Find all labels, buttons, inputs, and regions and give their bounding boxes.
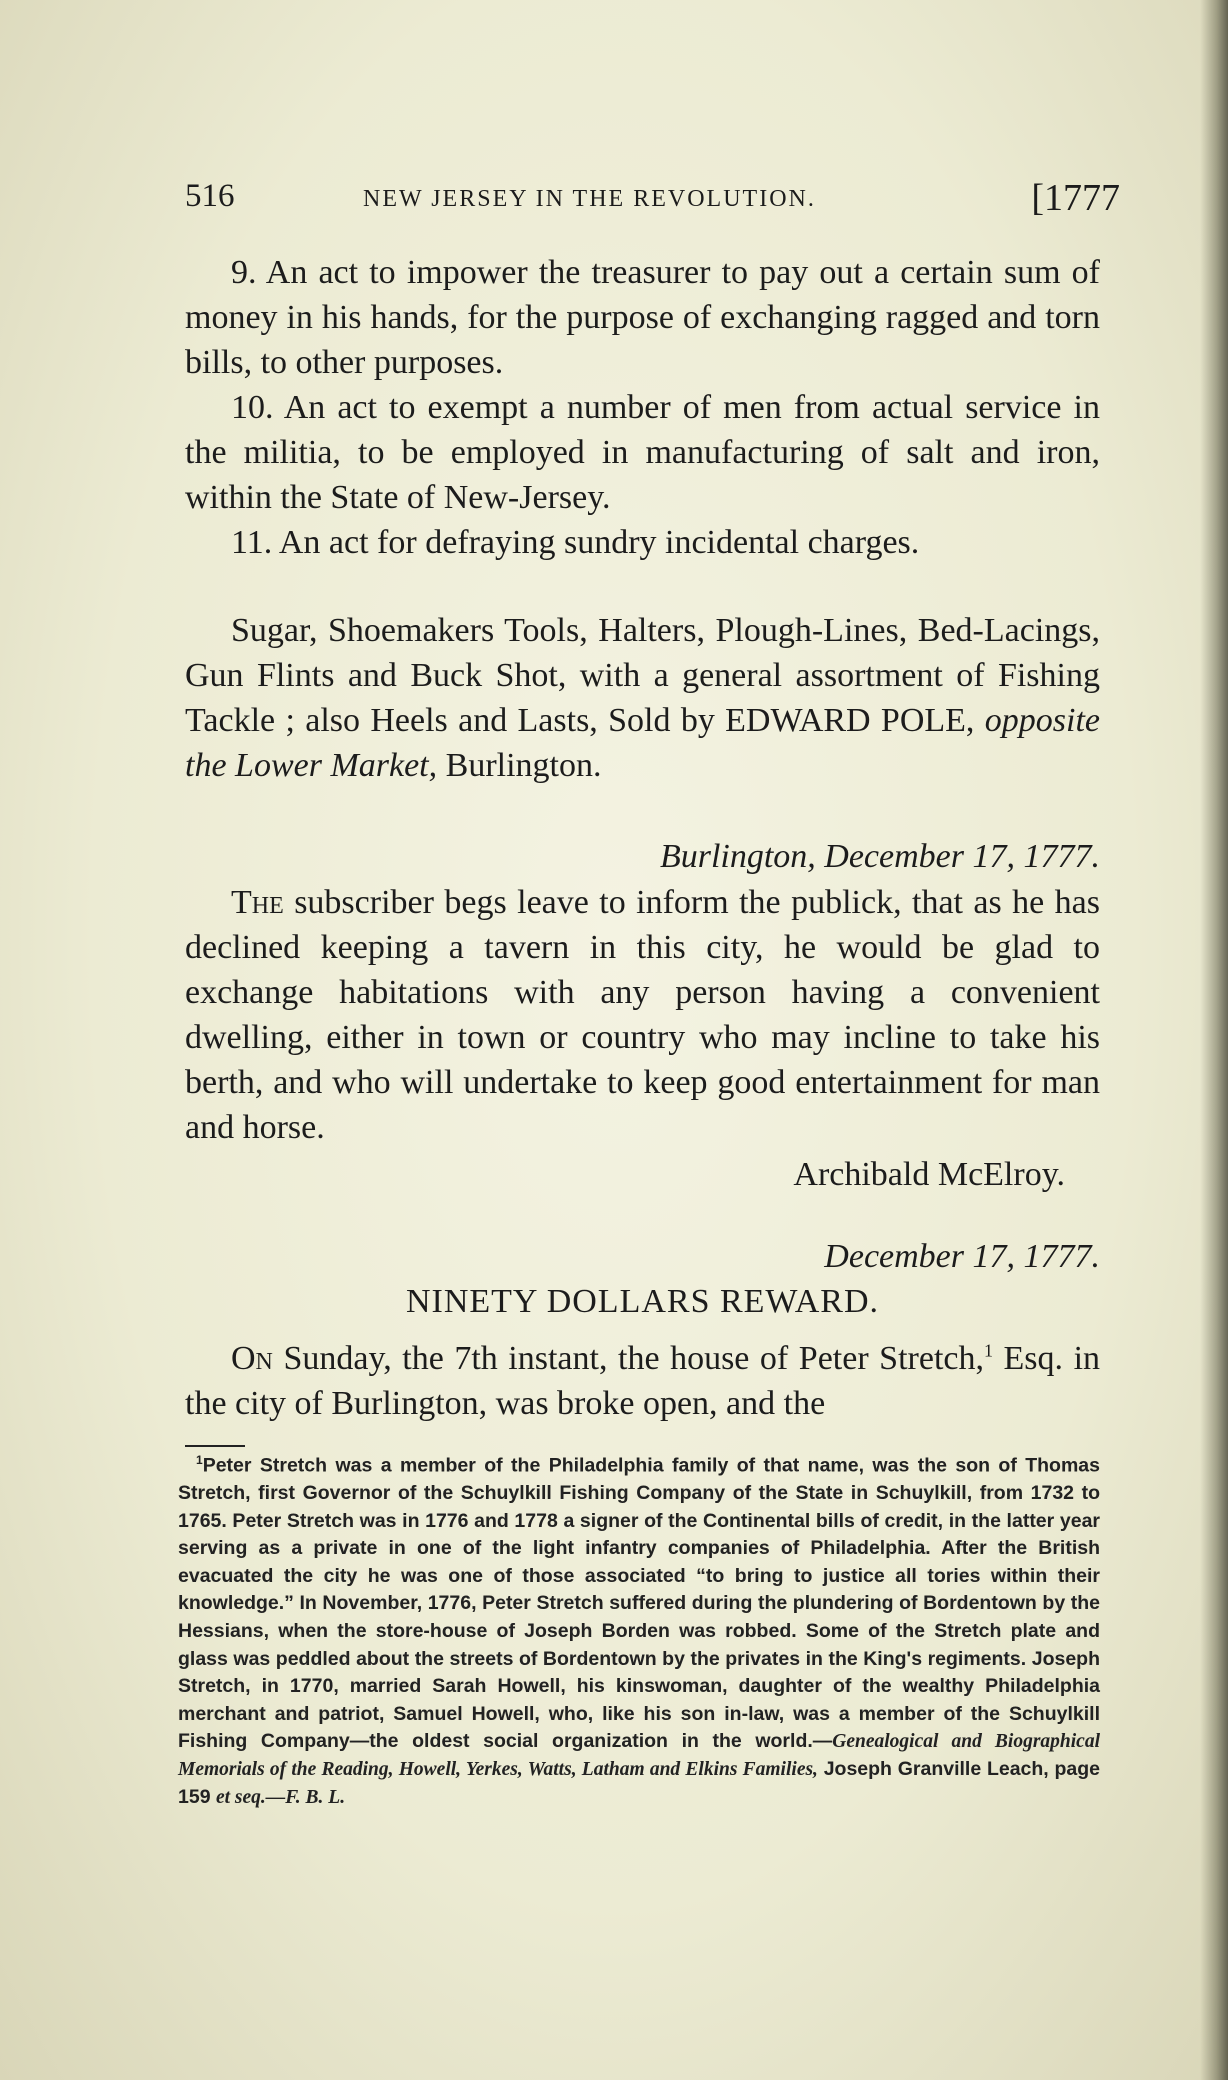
act-10: 10. An act to exempt a number of men from actual service in the militia, to be employed in manufacturing of salt and iron, within the State of New-Jersey. xyxy=(185,389,1100,516)
tavern-notice xyxy=(185,880,1100,1150)
reward-body-part2: Esq. in the city of Burlington, was broke open, and the xyxy=(185,1340,1101,1422)
advertisement-city: Burlington. xyxy=(445,747,602,784)
footnote-author: Joseph Granville Leach, page 159 xyxy=(178,1758,1100,1808)
footnote xyxy=(178,1447,1100,1811)
running-title: NEW JERSEY IN THE REVOLUTION. xyxy=(363,186,816,212)
notice-paragraph xyxy=(185,880,1100,1150)
reward-heading: NINETY DOLLARS REWARD. xyxy=(405,1283,880,1320)
notice-body: subscriber begs leave to inform the publick, that as he has declined keeping a tavern in this city, he would be glad to exchange habitations with any person having a convenient dwelling, either in town or country who may incline to take his berth, and who will undertake to keep good entertainment for man and horse. xyxy=(185,884,1101,1146)
reward-paragraph xyxy=(185,1336,1100,1426)
notice-dateline: Burlington, December 17, 1777. xyxy=(659,838,1100,875)
act-11: 11. An act for defraying sundry incidental charges. xyxy=(231,524,920,561)
header-year: [1777 xyxy=(1031,177,1120,219)
notice-signature: Archibald McElroy. xyxy=(793,1156,1065,1193)
page-edge-shadow xyxy=(1200,0,1228,2080)
footnote-initials: —F. B. L. xyxy=(265,1786,346,1808)
footnote-marker: 1 xyxy=(196,1453,203,1467)
footnote-text: Peter Stretch was a member of the Philadelphia family of that name, was the son of Thomas Stretch, first Governor of the Schuylkill Fishing Company of the State in Schuylkill, from 1732 to 1765. Peter Stretch was in 1776 and 1778 a signer of the Continental bills of credit, in the latter year serving as a private in one of the light infantry companies of Philadelphia. After the British evacuated the city he was one of those associated “to bring to justice all tories within their knowledge.” In November, 1776, Peter Stretch suffered during the plundering of Bordentown by the Hessians, when the store-house of Joseph Borden was robbed. Some of the Stretch plate and glass was peddled about the streets of Bordentown by the privates in the King's regiments. Joseph Stretch, in 1770, married Sarah Howell, his kinswoman, daughter of the wealthy Philadelphia merchant and patriot, Samuel Howell, who, like his son in-law, was a member of the Schuylkill Fishing Company—the oldest social organization in the world.— xyxy=(178,1454,1100,1753)
footnote-reference[interactable]: 1 xyxy=(983,1340,993,1361)
advertisement-text: Sugar, Shoemakers Tools, Halters, Plough-Lines, Bed-Lacings, Gun Flints and Buck Shot, with a general assortment of Fishing Tackle ; also Heels and Lasts, Sold by EDWARD POLE, xyxy=(185,612,1100,739)
footnote-seq: et seq. xyxy=(215,1786,266,1808)
notice-opening-word: The xyxy=(231,884,284,921)
reward-dateline: December 17, 1777. xyxy=(824,1238,1100,1275)
footnote-paragraph xyxy=(178,1447,1100,1811)
reward-opening-word: On xyxy=(231,1340,273,1377)
advertisement-location: opposite the Lower Market, xyxy=(185,702,1100,784)
page-number: 516 xyxy=(185,178,235,214)
footnote-source: Genealogical and Biographical Memorials of the Reading, Howell, Yerkes, Watts, Latham and Elkins Families, xyxy=(178,1731,1100,1781)
acts-list xyxy=(185,250,1100,565)
running-header xyxy=(185,174,1120,226)
reward-body-part1: Sunday, the 7th instant, the house of Peter Stretch, xyxy=(283,1340,984,1377)
advertisement xyxy=(185,608,1100,788)
act-9: 9. An act to impower the treasurer to pay out a certain sum of money in his hands, for the purpose of exchanging ragged and torn bills, to other purposes. xyxy=(185,254,1100,381)
reward-notice xyxy=(185,1336,1100,1426)
advertisement-paragraph xyxy=(185,608,1100,788)
